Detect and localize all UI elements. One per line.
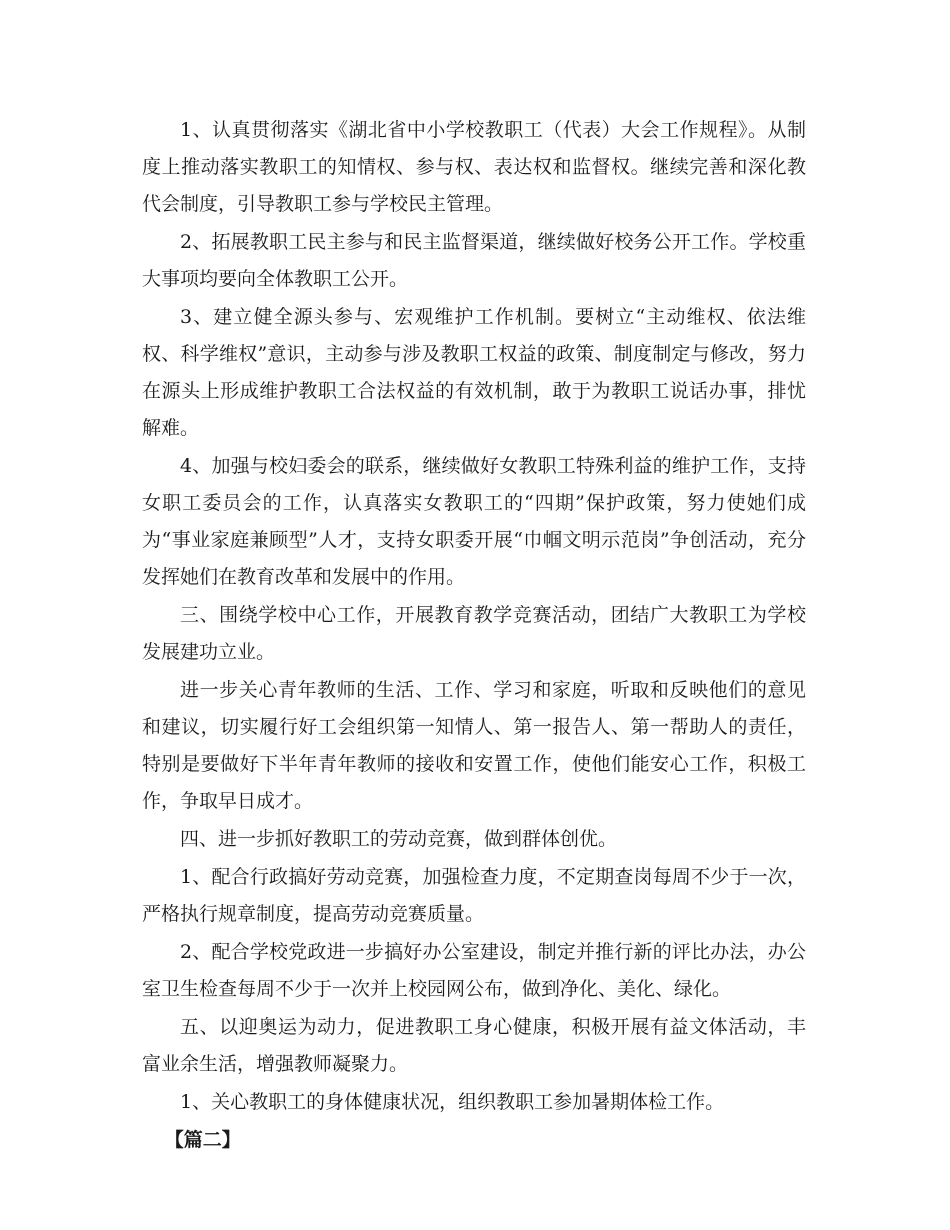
section-tag: 【篇二】 — [164, 1129, 241, 1151]
section-heading-3: 三、围绕学校中心工作，开展教育教学竞赛活动，团结广大教职工为学校发展建功立业。 — [142, 604, 806, 663]
paragraph-young-teachers: 进一步关心青年教师的生活、工作、学习和家庭，听取和反映他们的意见和建议，切实履行好工会组织第一知情人、第一报告人、第一帮助人的责任，特别是要做好下半年青年教师的接收和安置工作，使他们能安心工作，积极工作，争取早日成才。 — [142, 679, 806, 812]
paragraph-4: 4、加强与校妇委会的联系，继续做好女教职工特殊利益的维护工作，支持女职工委员会的工作，认真落实女教职工的“四期”保护政策，努力使她们成为“事业家庭兼顾型”人才，支持女职委开展“巾帼文明示范岗”争创活动，充分发挥她们在教育改革和发展中的作用。 — [142, 455, 806, 588]
paragraph-1: 1、认真贯彻落实《湖北省中小学校教职工（代表）大会工作规程》。从制度上推动落实教职工的知情权、参与权、表达权和监督权。继续完善和深化教代会制度，引导教职工参与学校民主管理。 — [142, 119, 806, 215]
section-heading-4: 四、进一步抓好教职工的劳动竞赛，做到群体创优。 — [180, 828, 618, 850]
section-heading-5: 五、以迎奥运为动力，促进教职工身心健康，积极开展有益文体活动，丰富业余生活，增强教师凝聚力。 — [142, 1016, 806, 1075]
paragraph-3: 3、建立健全源头参与、宏观维护工作机制。要树立“主动维权、依法维权、科学维权”意识，主动参与涉及教职工权益的政策、制度制定与修改，努力在源头上形成维护教职工合法权益的有效机制，敢于为教职工说话办事，排忧解难。 — [142, 306, 806, 439]
paragraph-labor-2: 2、配合学校党政进一步搞好办公室建设，制定并推行新的评比办法，办公室卫生检查每周不少于一次并上校园网公布，做到净化、美化、绿化。 — [142, 941, 806, 1000]
paragraph-health-1: 1、关心教职工的身体健康状况，组织教职工参加暑期体检工作。 — [180, 1091, 725, 1113]
paragraph-2: 2、拓展教职工民主参与和民主监督渠道，继续做好校务公开工作。学校重大事项均要向全体教职工公开。 — [142, 231, 806, 290]
document-body — [142, 112, 806, 1159]
paragraph-labor-1: 1、配合行政搞好劳动竞赛，加强检查力度，不定期查岗每周不少于一次，严格执行规章制度，提高劳动竞赛质量。 — [142, 866, 806, 925]
